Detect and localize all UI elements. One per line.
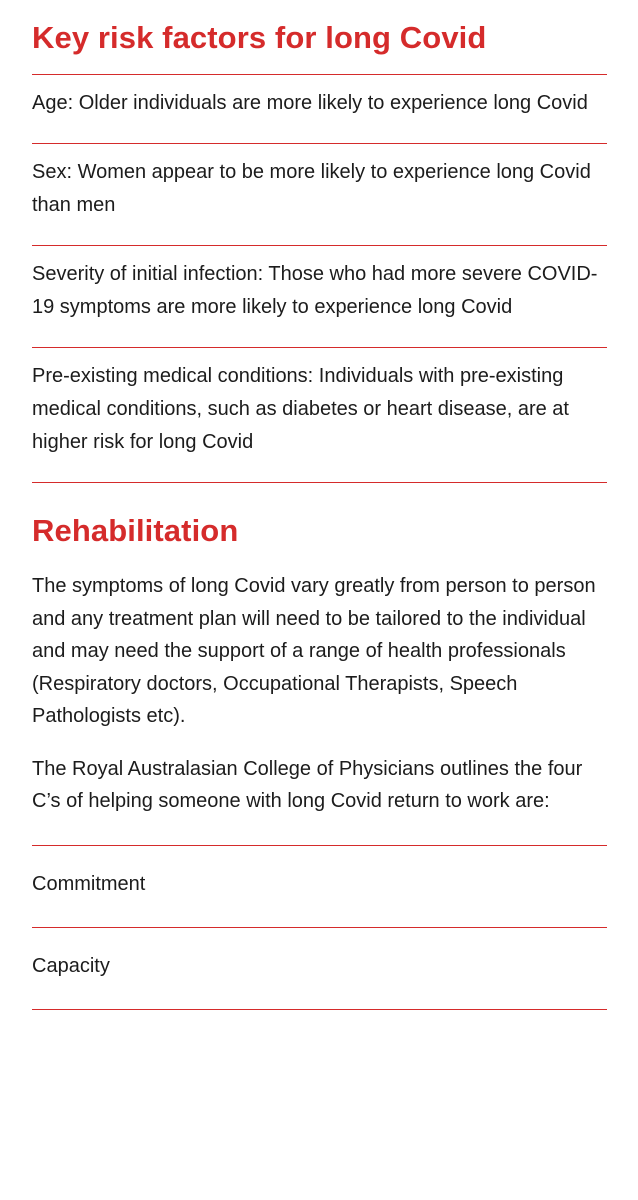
risk-factors-list [32,75,606,483]
risk-factor-severity: Severity of initial infection: Those who had more severe COVID-19 symptoms are more likely to experience long Covid [32,262,598,318]
four-cs-item-commitment: Commitment [32,872,146,895]
risk-factor-age: Age: Older individuals are more likely to experience long Covid [32,91,588,114]
rehabilitation-paragraph: The Royal Australasian College of Physicians outlines the four C’s of helping someone with long Covid return to work are: [32,757,583,813]
four-cs-item-capacity: Capacity [32,954,110,977]
risk-factors-heading: Key risk factors for long Covid [32,20,487,55]
rehabilitation-paragraph: The symptoms of long Covid vary greatly from person to person and any treatment plan will need to be tailored to the individual and may need the support of a range of health professionals (Respiratory doctors, Occupational Therapists, Speech Pathologists etc). [32,575,596,728]
rehabilitation-section [32,483,606,1010]
rehabilitation-heading: Rehabilitation [32,512,239,548]
risk-factors-section [32,0,606,483]
risk-factor-sex: Sex: Women appear to be more likely to experience long Covid than men [32,160,591,216]
rehabilitation-body [32,570,606,845]
risk-factor-conditions: Pre-existing medical conditions: Individuals with pre-existing medical conditions, such as diabetes or heart disease, are at higher risk for long Covid [32,364,569,453]
divider [32,1009,607,1010]
four-cs-list [32,845,606,1010]
